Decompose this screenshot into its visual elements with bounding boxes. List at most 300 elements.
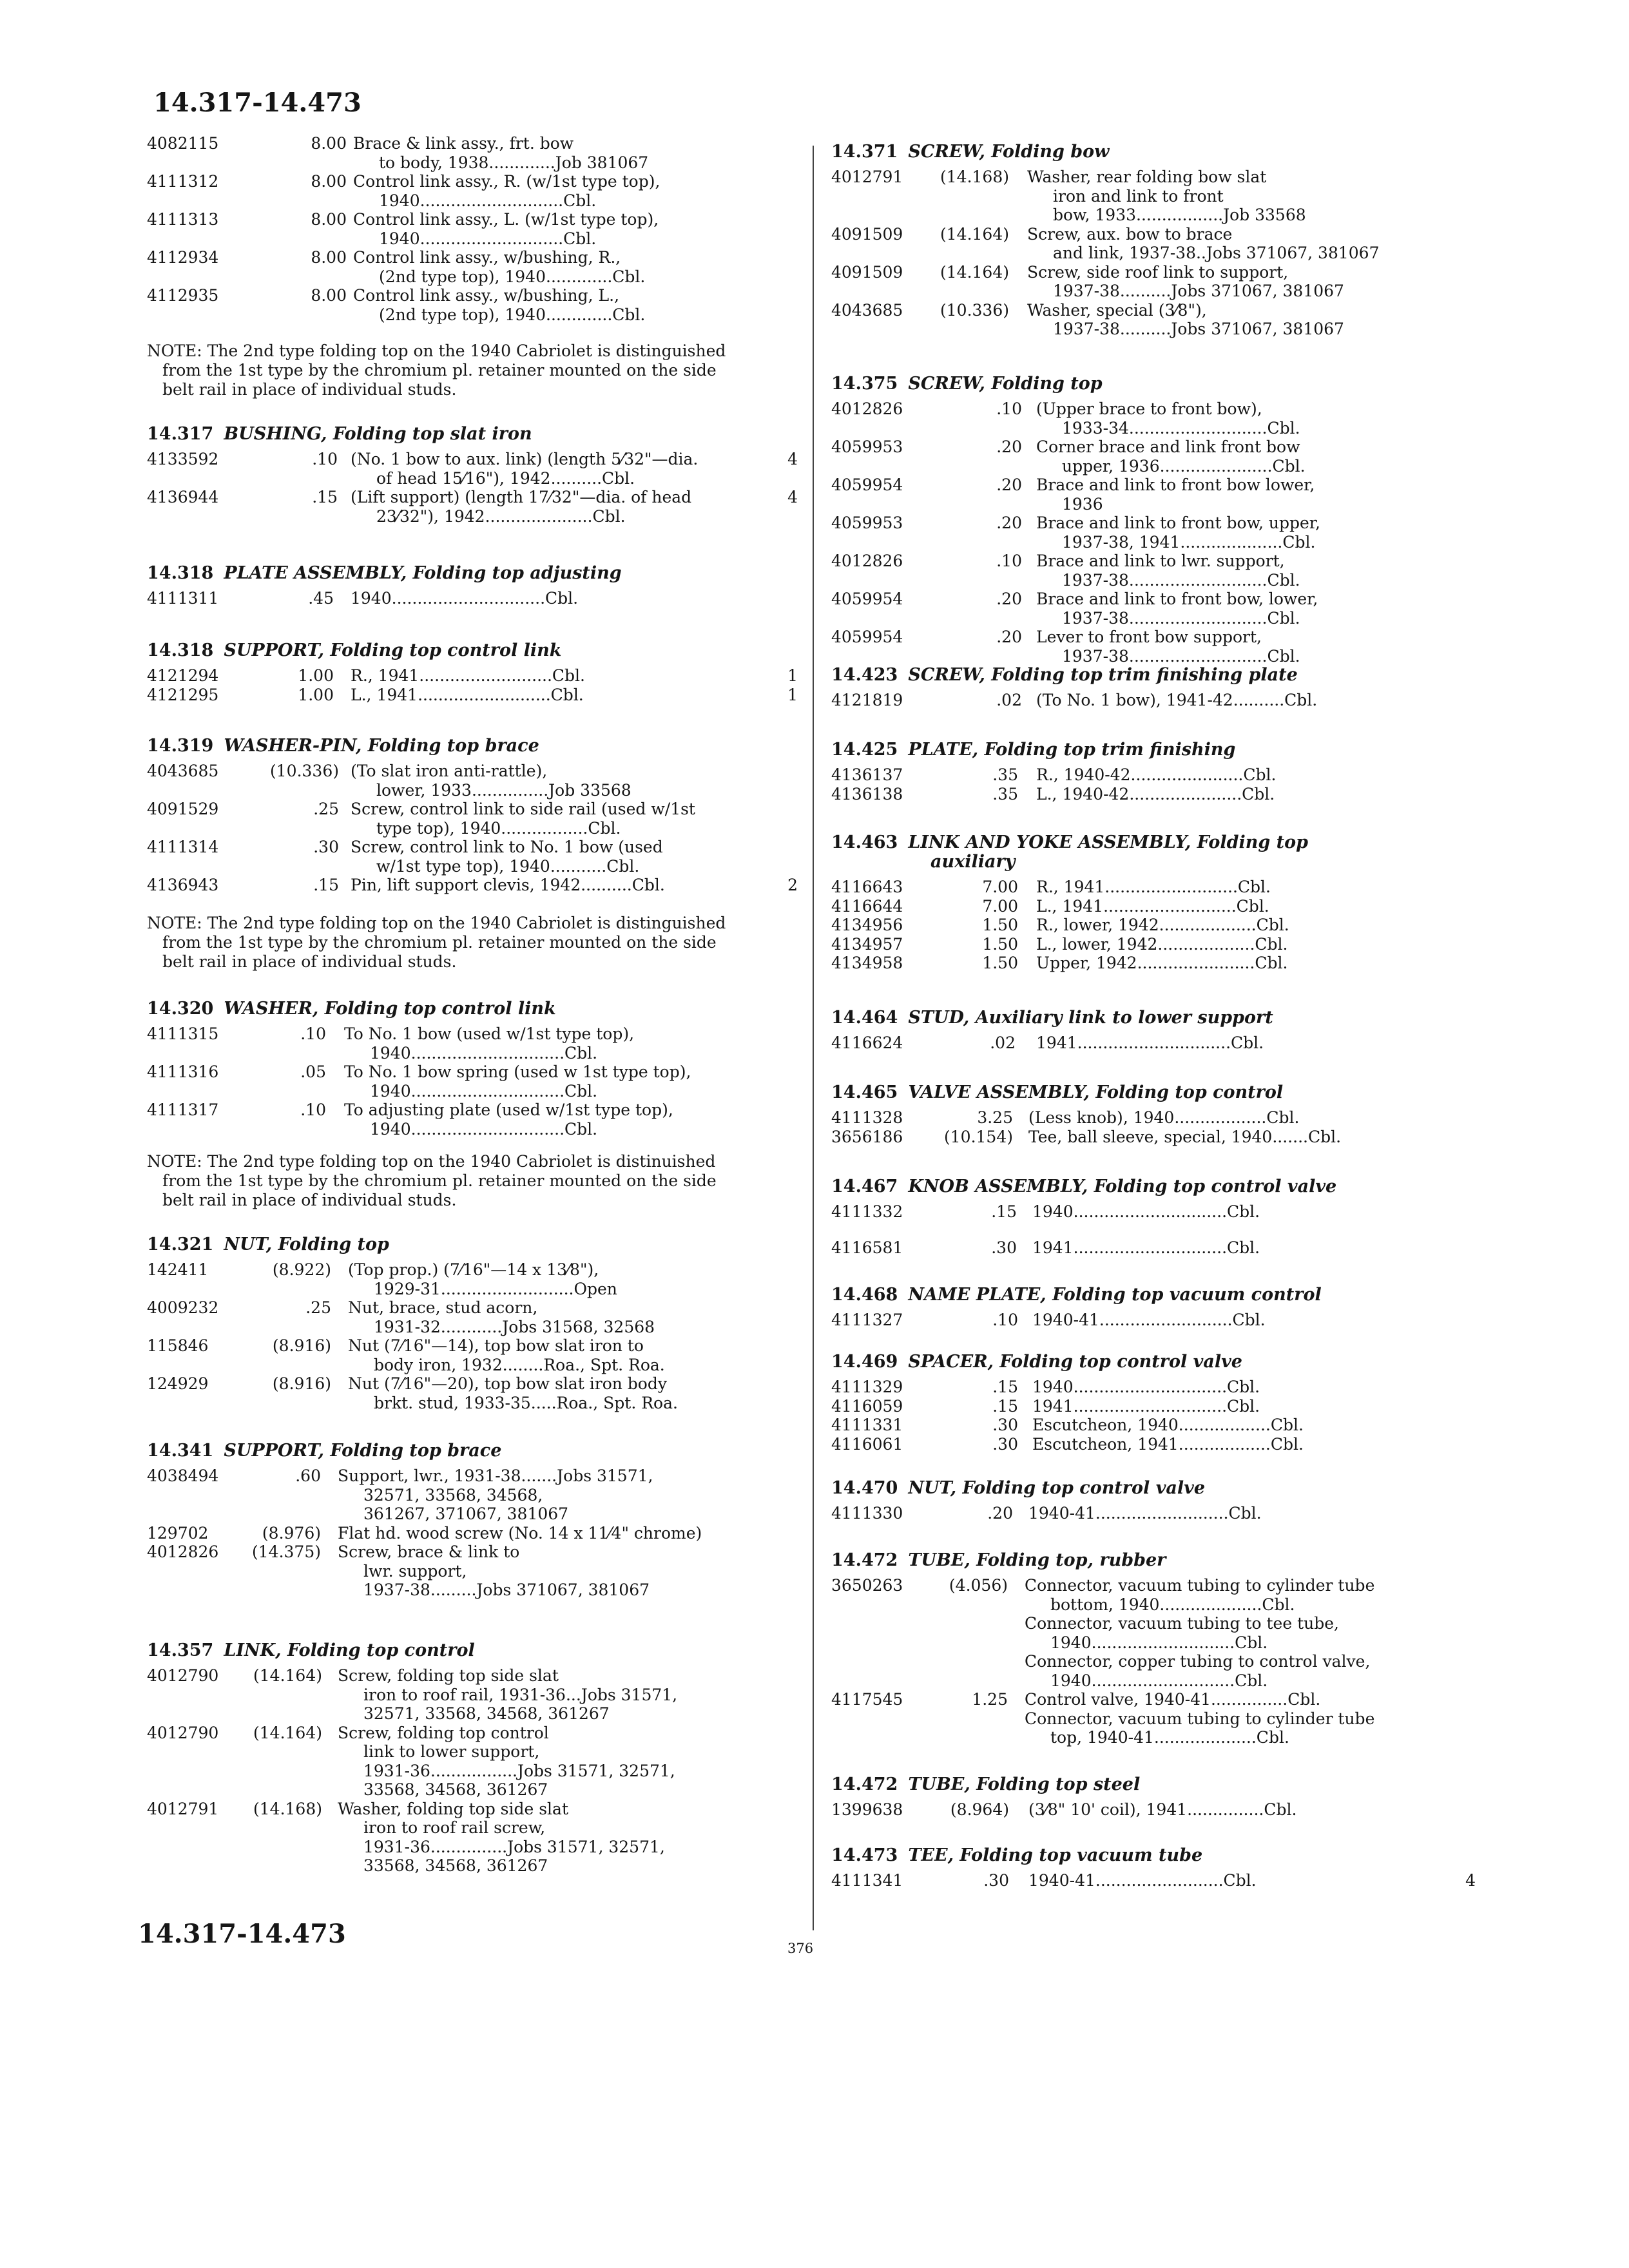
list-price: (8.922): [272, 1260, 331, 1279]
description-line: Connector, vacuum tubing to cylinder tube: [1025, 1709, 1375, 1728]
section-heading: [831, 664, 1476, 687]
section-code: 14.469: [831, 1352, 898, 1372]
part-number: 4012791: [831, 168, 903, 186]
parts-row: [831, 935, 1476, 954]
description-line: Screw, folding top control: [338, 1723, 549, 1742]
part-description: [1032, 1397, 1476, 1416]
part-description: [351, 450, 798, 488]
description-line: body iron, 1932........Roa., Spt. Roa.: [374, 1355, 665, 1374]
catalog-section: [147, 1639, 798, 1876]
part-description: [1028, 1108, 1476, 1128]
section-code: 14.470: [831, 1478, 898, 1498]
catalog-section: [831, 1350, 1476, 1454]
note-block: [147, 1148, 798, 1210]
parts-row: [831, 1690, 1476, 1709]
section-code: 14.467: [831, 1177, 898, 1196]
note-text: [147, 341, 798, 399]
description-line: Connector, copper tubing to control valve,: [1025, 1652, 1371, 1671]
part-description: [1027, 301, 1476, 339]
section-title: TUBE, Folding top, rubber: [908, 1550, 1166, 1570]
description-line: Pin, lift support clevis, 1942..........Cbl.: [351, 876, 665, 894]
section-heading: [147, 997, 798, 1021]
part-description: [1028, 1504, 1476, 1523]
catalog-section: [831, 738, 1476, 803]
part-description: [344, 1100, 798, 1139]
parts-row: [831, 1709, 1476, 1747]
parts-row: [147, 1298, 798, 1336]
list-price: 1.50: [982, 934, 1018, 954]
list-price: 3.25: [977, 1108, 1013, 1127]
part-description: [1032, 1435, 1476, 1454]
description-line: R., 1941..........................Cbl.: [1036, 878, 1271, 896]
part-number: 4012790: [147, 1666, 219, 1685]
parts-row: [831, 1435, 1476, 1454]
section-heading: [831, 372, 1476, 396]
catalog-section: [147, 997, 798, 1139]
list-price: .10: [996, 399, 1022, 418]
list-price: .20: [987, 1504, 1013, 1523]
list-price: 7.00: [982, 896, 1018, 916]
part-description: [1036, 935, 1476, 954]
part-number: 4091529: [147, 800, 219, 818]
parts-row: [147, 248, 798, 286]
description-line: iron to roof rail screw,: [363, 1818, 546, 1837]
list-price: (14.164): [253, 1723, 322, 1742]
part-description: [1032, 1378, 1476, 1397]
parts-row: [831, 437, 1476, 476]
part-number: 4111328: [831, 1108, 903, 1127]
list-price: 8.00: [311, 134, 347, 153]
note-line: from the 1st type by the chromium pl. retainer mounted on the side: [162, 1171, 717, 1190]
description-line: Control link assy., L. (w/1st type top),: [353, 210, 659, 229]
part-number: 4059953: [831, 514, 903, 532]
part-number: 4012791: [147, 1799, 219, 1818]
section-title: SCREW, Folding top: [908, 374, 1103, 394]
section-heading: [147, 423, 798, 446]
list-price: (10.336): [940, 300, 1009, 320]
description-line: Nut (7⁄16"—20), top bow slat iron body: [348, 1374, 667, 1393]
part-description: [1036, 628, 1476, 666]
list-price: (14.164): [940, 224, 1009, 244]
part-number: 4121819: [831, 691, 903, 709]
description-line: (Less knob), 1940..................Cbl.: [1028, 1108, 1300, 1127]
description-line: Connector, vacuum tubing to tee tube,: [1025, 1614, 1339, 1633]
description-line: Escutcheon, 1941..................Cbl.: [1032, 1434, 1304, 1454]
part-number: 4134956: [831, 916, 903, 934]
parts-row: [147, 1666, 798, 1724]
list-price: .20: [996, 437, 1022, 456]
part-number: 4111311: [147, 589, 219, 608]
section-heading: [831, 1773, 1476, 1796]
part-description: [1032, 1311, 1476, 1330]
list-price: .10: [996, 552, 1022, 570]
list-price: .30: [992, 1434, 1018, 1454]
description-line: 1937-38.........Jobs 371067, 381067: [363, 1581, 650, 1599]
parts-row: [831, 399, 1476, 437]
description-line: Washer, rear folding bow slat: [1027, 168, 1267, 186]
list-price: 7.00: [982, 878, 1018, 896]
part-description: [1028, 1128, 1476, 1147]
section-heading: [831, 1350, 1476, 1374]
parts-row: [831, 168, 1476, 225]
running-head-top: 14.317-14.473: [153, 88, 361, 118]
description-line: bow, 1933.................Job 33568: [1053, 206, 1306, 224]
parts-row: [147, 1260, 798, 1298]
description-line: 1937-38..........Jobs 371067, 381067: [1053, 282, 1344, 300]
part-description: [1036, 476, 1476, 514]
catalog-section: [831, 1773, 1476, 1820]
section-code: 14.423: [831, 665, 898, 685]
list-price: (14.164): [940, 262, 1009, 282]
page-number: 376: [787, 1941, 814, 1956]
part-description: [1025, 1690, 1476, 1709]
description-line: L., lower, 1942...................Cbl.: [1036, 934, 1288, 954]
parts-row: [147, 762, 798, 800]
part-number: 4111327: [831, 1311, 903, 1329]
description-line: R., 1941..........................Cbl.: [351, 666, 585, 685]
part-number: 4117545: [831, 1690, 903, 1709]
section-title: WASHER, Folding top control link: [224, 999, 556, 1019]
parts-row: [147, 210, 798, 248]
description-line: Control link assy., w/bushing, L.,: [353, 286, 620, 305]
part-description: [1032, 1202, 1476, 1222]
description-line: L., 1941..........................Cbl.: [1036, 896, 1269, 916]
list-price: (14.375): [252, 1542, 321, 1561]
parts-row: [831, 225, 1476, 263]
column-divider: [813, 146, 814, 1930]
part-description: [353, 286, 798, 324]
part-number: 4111332: [831, 1202, 903, 1221]
part-description: [338, 1542, 798, 1600]
description-line: 1940..............................Cbl.: [351, 589, 579, 608]
part-number: 4059954: [831, 628, 903, 646]
description-line: 1940-41..........................Cbl.: [1028, 1504, 1262, 1523]
description-line: Connector, vacuum tubing to cylinder tube: [1025, 1576, 1375, 1595]
description-line: Nut, brace, stud acorn,: [348, 1298, 538, 1317]
description-line: 1941..............................Cbl.: [1036, 1033, 1264, 1052]
description-line: Brace and link to front bow, upper,: [1036, 514, 1320, 532]
parts-row: [831, 1504, 1476, 1523]
description-line: 1940............................Cbl.: [1050, 1671, 1268, 1690]
section-title: WASHER-PIN, Folding top brace: [224, 736, 539, 756]
part-description: [1025, 1652, 1476, 1690]
catalog-section: [831, 1477, 1476, 1523]
list-price: .10: [312, 450, 338, 468]
part-number: 4059954: [831, 590, 903, 608]
list-price: 8.00: [311, 210, 347, 229]
part-number: 4121295: [147, 685, 219, 704]
parts-row: [831, 878, 1476, 897]
description-line: Control valve, 1940-41...............Cbl.: [1025, 1690, 1321, 1709]
list-price: .45: [308, 589, 334, 608]
part-number: 4134958: [831, 954, 903, 972]
part-number: 4059953: [831, 437, 903, 456]
part-description: [1036, 897, 1476, 916]
description-line: w/1st type top), 1940...........Cbl.: [376, 856, 640, 876]
parts-row: [831, 590, 1476, 628]
part-description: [1027, 168, 1476, 225]
parts-row: [147, 1062, 798, 1100]
part-description: [351, 838, 798, 876]
description-line: (No. 1 bow to aux. link) (length 5⁄32"—dia.: [351, 450, 699, 468]
description-line: Corner brace and link front bow: [1036, 437, 1300, 456]
list-price: .15: [312, 488, 338, 506]
part-number: 4059954: [831, 476, 903, 494]
part-number: 4111312: [147, 172, 219, 191]
list-price: .60: [295, 1466, 321, 1485]
part-description: [353, 248, 798, 286]
section-heading: [147, 1639, 798, 1662]
section-heading: [831, 140, 1476, 164]
list-price: 8.00: [311, 248, 347, 267]
list-price: 1.00: [298, 685, 334, 704]
part-description: [338, 1524, 798, 1543]
list-price: .35: [992, 784, 1018, 803]
description-line: Brace and link to front bow lower,: [1036, 476, 1315, 494]
section-title: LINK AND YOKE ASSEMBLY, Folding top: [908, 832, 1309, 852]
list-price: .15: [992, 1378, 1018, 1396]
section-title: NUT, Folding top: [224, 1235, 389, 1254]
part-description: [1036, 1033, 1476, 1053]
parts-row: [147, 488, 798, 526]
parts-row: [831, 954, 1476, 973]
section-title: SCREW, Folding top trim finishing plate: [908, 665, 1298, 685]
description-line: to body, 1938.............Job 381067: [379, 153, 649, 172]
list-price: (14.168): [253, 1799, 322, 1818]
parts-row: [831, 1652, 1476, 1690]
description-line: 32571, 33568, 34568,: [363, 1485, 543, 1504]
section-code: 14.321: [147, 1235, 214, 1254]
section-code: 14.472: [831, 1550, 898, 1570]
section-heading: [831, 1283, 1476, 1307]
part-description: [348, 1260, 798, 1298]
part-number: 4111316: [147, 1062, 219, 1081]
description-line: Escutcheon, 1940..................Cbl.: [1032, 1416, 1304, 1434]
section-heading: [831, 1175, 1476, 1198]
part-number: 4116059: [831, 1396, 903, 1416]
description-line: (3⁄8" 10' coil), 1941...............Cbl.: [1028, 1800, 1297, 1819]
part-number: 4134957: [831, 934, 903, 954]
description-line: Control link assy., R. (w/1st type top),: [353, 172, 660, 191]
part-number: 4038494: [147, 1466, 219, 1485]
part-number: 4116643: [831, 878, 903, 896]
note-block: [147, 910, 798, 972]
description-line: L., 1940-42......................Cbl.: [1036, 784, 1275, 803]
description-line: 1940..............................Cbl.: [370, 1043, 598, 1062]
part-number: 4111317: [147, 1100, 219, 1119]
catalog-section: [831, 1081, 1476, 1146]
part-description: [1036, 878, 1476, 897]
section-heading: [831, 1549, 1476, 1572]
section-heading: [147, 1439, 798, 1463]
description-line: 1940..............................Cbl.: [1032, 1378, 1260, 1396]
parts-row: [831, 765, 1476, 785]
catalog-section: [147, 1233, 798, 1412]
note-line: NOTE: The 2nd type folding top on the 1940 Cabriolet is distinguished: [147, 914, 726, 932]
section-title: TUBE, Folding top steel: [908, 1774, 1141, 1794]
list-price: .10: [992, 1311, 1018, 1329]
parts-row: [147, 1024, 798, 1062]
part-description: [338, 1724, 798, 1800]
part-description: [344, 1062, 798, 1100]
part-number: 4111330: [831, 1504, 903, 1523]
part-number: 4136944: [147, 488, 219, 506]
description-line: bottom, 1940....................Cbl.: [1050, 1595, 1295, 1614]
description-line: 23⁄32"), 1942.....................Cbl.: [376, 506, 626, 526]
description-line: Screw, brace & link to: [338, 1542, 520, 1561]
parts-row: [831, 1416, 1476, 1435]
description-line: Support, lwr., 1931-38.......Jobs 31571,: [338, 1466, 653, 1485]
description-line: Lever to front bow support,: [1036, 628, 1262, 646]
catalog-section: [147, 134, 798, 324]
note-text: [147, 1152, 798, 1210]
description-line: 1937-38..........Jobs 371067, 381067: [1053, 320, 1344, 338]
part-description: [1025, 1614, 1476, 1652]
part-description: [1027, 263, 1476, 301]
description-line: 1931-32............Jobs 31568, 32568: [374, 1317, 655, 1336]
part-description: [1036, 765, 1476, 785]
part-number: 4111329: [831, 1378, 903, 1396]
note-line: belt rail in place of individual studs.: [162, 380, 457, 399]
section-heading: [831, 1081, 1476, 1104]
part-number: 4116624: [831, 1033, 903, 1052]
parts-row: [147, 1466, 798, 1524]
section-heading: [147, 639, 798, 662]
description-line: 1937-38...........................Cbl.: [1062, 646, 1300, 666]
section-title: NAME PLATE, Folding top vacuum control: [908, 1285, 1322, 1305]
list-price: 1.50: [982, 916, 1018, 934]
note-block: [147, 338, 798, 399]
part-number: 4012790: [147, 1723, 219, 1742]
part-number: 4091509: [831, 262, 903, 282]
description-line: 361267, 371067, 381067: [363, 1504, 569, 1523]
part-description: [348, 1336, 798, 1374]
description-line: Screw, control link to side rail (used w/1st: [351, 800, 695, 818]
part-number: 4111313: [147, 210, 219, 229]
list-price: .30: [313, 838, 339, 856]
note-line: from the 1st type by the chromium pl. retainer mounted on the side: [162, 361, 717, 380]
list-price: .30: [991, 1238, 1017, 1257]
part-number: 124929: [147, 1374, 209, 1393]
part-number: 4111341: [831, 1871, 903, 1890]
quantity-per-car: 1: [787, 666, 798, 685]
description-line: 33568, 34568, 361267: [363, 1856, 548, 1875]
part-number: 4133592: [147, 450, 219, 468]
description-line: Control link assy., w/bushing, R.,: [353, 248, 621, 267]
description-line: Flat hd. wood screw (No. 14 x 11⁄4" chrome): [338, 1523, 702, 1542]
part-description: [1036, 514, 1476, 552]
description-line: 1940..............................Cbl.: [1032, 1202, 1260, 1221]
parts-row: [831, 1128, 1476, 1147]
part-number: 129702: [147, 1523, 209, 1542]
parts-row: [147, 450, 798, 488]
section-title: SUPPORT, Folding top brace: [224, 1441, 502, 1461]
description-line: Upper, 1942.......................Cbl.: [1036, 954, 1288, 972]
list-price: (8.964): [950, 1800, 1009, 1819]
part-number: 4091509: [831, 224, 903, 244]
part-description: [338, 1800, 798, 1876]
parts-row: [831, 1800, 1476, 1820]
description-line: Screw, control link to No. 1 bow (used: [351, 838, 663, 856]
catalog-section: [147, 423, 798, 526]
part-description: [1028, 1871, 1476, 1890]
parts-row: [831, 476, 1476, 514]
list-price: (4.056): [949, 1576, 1008, 1595]
part-description: [1036, 399, 1476, 437]
quantity-per-car: 4: [787, 450, 798, 468]
description-line: lwr. support,: [363, 1561, 467, 1581]
list-price: 1.25: [972, 1690, 1008, 1709]
parts-row: [147, 1542, 798, 1600]
catalog-section: [831, 1006, 1476, 1053]
description-line: 1937-38...........................Cbl.: [1062, 608, 1300, 628]
parts-row: [831, 1576, 1476, 1614]
description-line: To adjusting plate (used w/1st type top),: [344, 1100, 673, 1119]
list-price: (10.154): [944, 1127, 1013, 1146]
description-line: (Upper brace to front bow),: [1036, 399, 1262, 418]
catalog-section: [831, 1175, 1476, 1257]
parts-row: [831, 691, 1476, 710]
description-line: Washer, folding top side slat: [338, 1799, 568, 1818]
parts-row: [147, 589, 798, 608]
parts-row: [831, 1378, 1476, 1397]
note-line: belt rail in place of individual studs.: [162, 952, 457, 971]
description-line: (Lift support) (length 17⁄32"—dia. of head: [351, 488, 692, 506]
description-line: Screw, folding top side slat: [338, 1666, 559, 1685]
description-line: Screw, side roof link to support,: [1027, 262, 1289, 282]
description-line: Screw, aux. bow to brace: [1027, 224, 1233, 244]
parts-row: [147, 800, 798, 838]
description-line: 1933-34...........................Cbl.: [1062, 418, 1300, 437]
section-title-line2: auxiliary: [930, 852, 1016, 872]
description-line: L., 1941..........................Cbl.: [351, 685, 584, 704]
parts-row: [831, 1397, 1476, 1416]
description-line: 1940..............................Cbl.: [370, 1081, 598, 1100]
part-number: 4136137: [831, 765, 903, 784]
part-number: 3650263: [831, 1576, 903, 1595]
part-description: [1027, 225, 1476, 263]
list-price: (8.916): [272, 1336, 331, 1355]
description-line: (Top prop.) (7⁄16"—14 x 13⁄8"),: [348, 1260, 599, 1279]
section-code: 14.318: [147, 563, 214, 583]
parts-row: [831, 514, 1476, 552]
section-title: VALVE ASSEMBLY, Folding top control: [908, 1082, 1284, 1102]
description-line: iron to roof rail, 1931-36...Jobs 31571,: [363, 1685, 678, 1704]
list-price: .02: [996, 691, 1022, 709]
section-code: 14.317: [147, 424, 214, 444]
part-description: [1036, 590, 1476, 628]
note-line: belt rail in place of individual studs.: [162, 1191, 457, 1209]
part-description: [351, 589, 798, 608]
section-title: TEE, Folding top vacuum tube: [908, 1845, 1203, 1865]
list-price: .10: [300, 1024, 326, 1043]
note-line: NOTE: The 2nd type folding top on the 1940 Cabriolet is distinuished: [147, 1152, 716, 1171]
description-line: of head 15⁄16"), 1942..........Cbl.: [376, 468, 635, 488]
parts-row: [147, 1724, 798, 1800]
part-description: [1036, 437, 1476, 476]
part-description: [353, 210, 798, 248]
part-description: [344, 1024, 798, 1062]
running-head-bottom: 14.317-14.473: [138, 1919, 346, 1949]
section-title: PLATE, Folding top trim finishing: [908, 740, 1236, 760]
part-number: 4012826: [147, 1542, 219, 1561]
list-price: .25: [313, 800, 339, 818]
part-description: [1028, 1800, 1476, 1820]
parts-row: [831, 1871, 1476, 1890]
section-code: 14.473: [831, 1845, 898, 1865]
description-line: 1931-36.................Jobs 31571, 32571,: [363, 1761, 675, 1780]
section-code: 14.472: [831, 1774, 898, 1794]
